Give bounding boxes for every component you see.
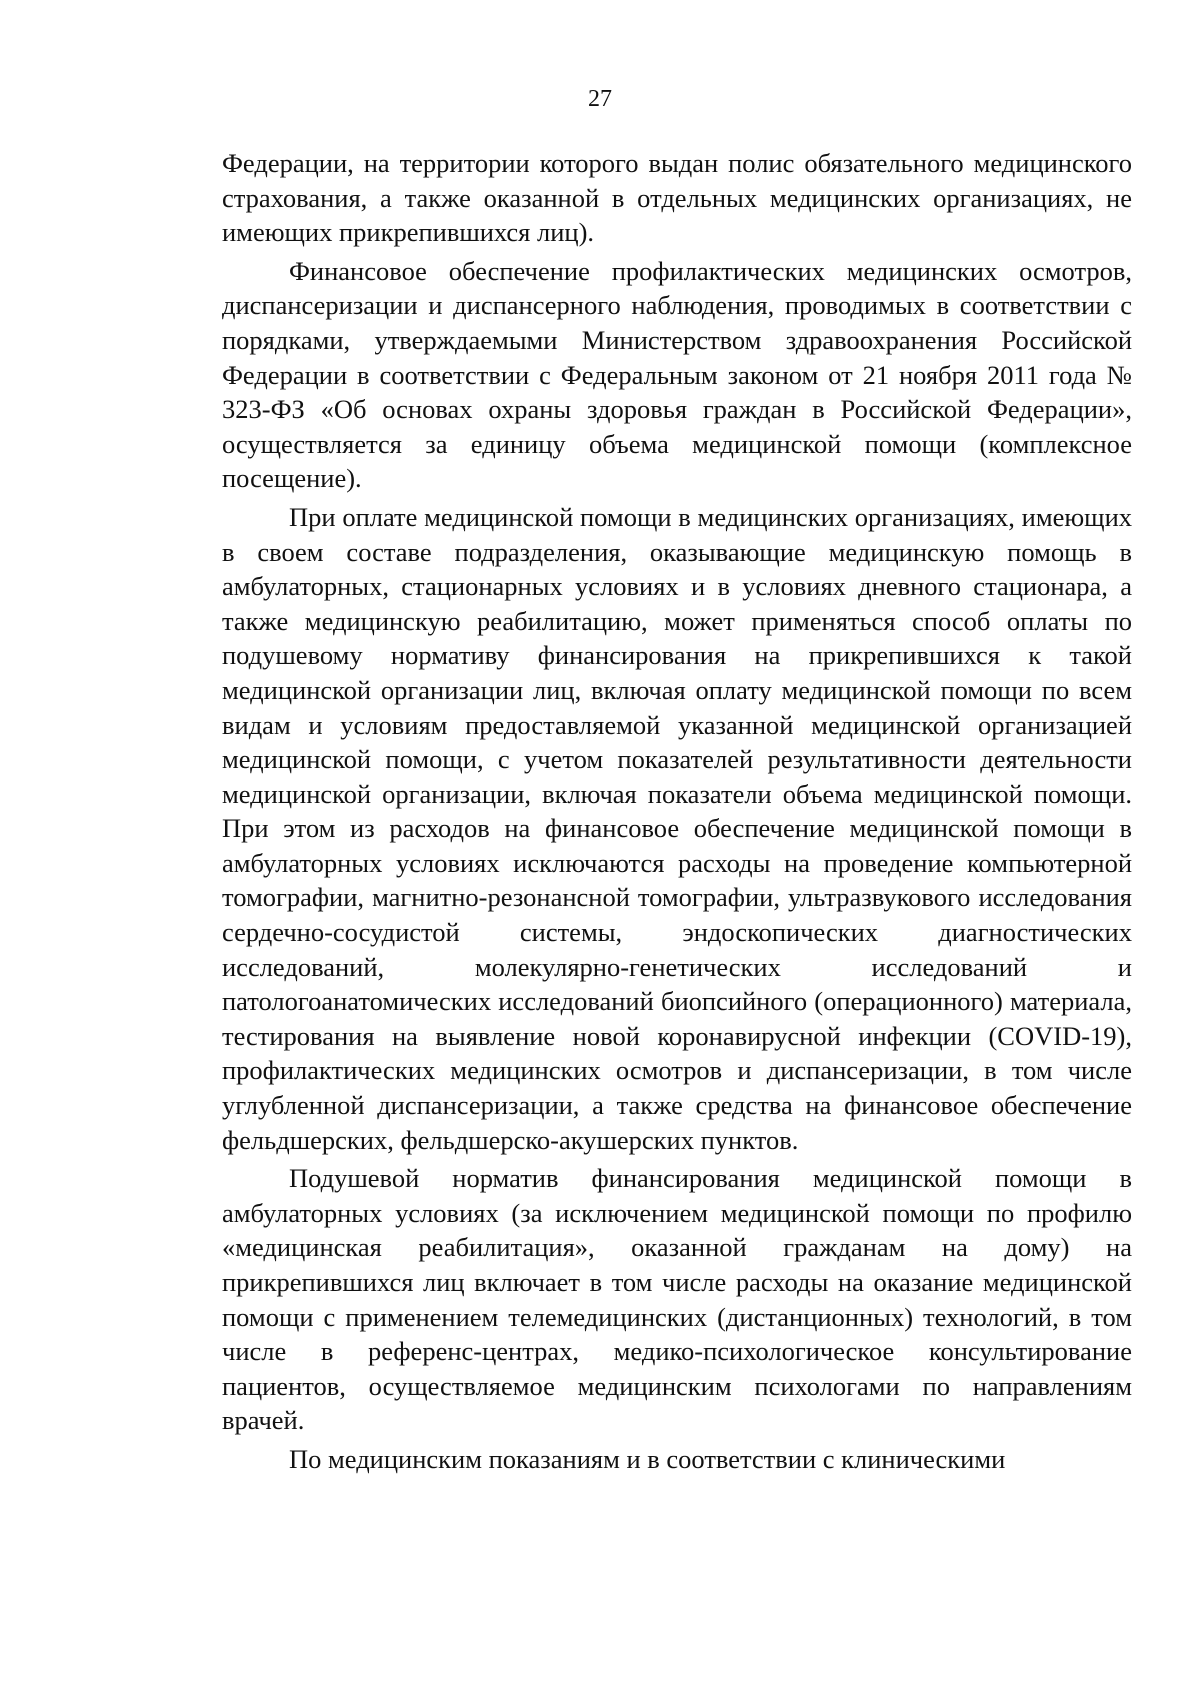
paragraph-preventive-exams: Финансовое обеспечение профилактических медицинских осмотров, диспансеризации и диспансерного наблюдения, проводимых в соответствии с порядками, утверждаемыми Министерством здравоохранения Российской Федерации в соответствии с Федеральным законом от 21 ноября 2011 года № 323-ФЗ «Об основах охраны здоровья граждан в Российской Федерации», осуществляется за единицу объема медицинской помощи (комплексное посещение). bbox=[222, 255, 1132, 494]
paragraph-payment-method: При оплате медицинской помощи в медицинских организациях, имеющих в своем составе подразделения, оказывающие медицинскую помощь в амбулаторных, стационарных условиях и в условиях дневного стационара, а также медицинскую реабилитацию, может применяться способ оплаты по подушевому нормативу финансирования на прикрепившихся к такой медицинской организации лиц, включая оплату медицинской помощи по всем видам и условиям предоставляемой указанной медицинской организацией медицинской помощи, с учетом показателей результативности деятельности медицинской организации, включая показатели объема медицинской помощи. При этом из расходов на финансовое обеспечение медицинской помощи в амбулаторных условиях исключаются расходы на проведение компьютерной томографии, магнитно-резонансной томографии, ультразвукового исследования сердечно-сосудистой системы, эндоскопических диагностических исследований, молекулярно-генетических исследований и патологоанатомических исследований биопсийного (операционного) материала, тестирования на выявление новой коронавирусной инфекции (COVID-19), профилактических медицинских осмотров и диспансеризации, в том числе углубленной диспансеризации, а также средства на финансовое обеспечение фельдшерских, фельдшерско-акушерских пунктов. bbox=[222, 501, 1132, 1155]
paragraph-continuation: Федерации, на территории которого выдан полис обязательного медицинского страхования, а также оказанной в отдельных медицинских организациях, не имеющих прикрепившихся лиц). bbox=[222, 148, 1132, 248]
paragraph-per-capita-standard: Подушевой норматив финансирования медицинской помощи в амбулаторных условиях (за исключением медицинской помощи по профилю «медицинская реабилитация», оказанной гражданам на дому) на прикрепившихся лиц включает в том числе расходы на оказание медицинской помощи с применением телемедицинских (дистанционных) технологий, в том числе в референс-центрах, медико-психологическое консультирование пациентов, осуществляемое медицинским психологами по направлениям врачей. bbox=[222, 1163, 1132, 1436]
paragraph-medical-indications: По медицинским показаниям и в соответствии с клиническими bbox=[289, 1443, 1006, 1474]
page-number: 27 bbox=[588, 86, 612, 112]
document-body bbox=[222, 146, 1132, 1481]
